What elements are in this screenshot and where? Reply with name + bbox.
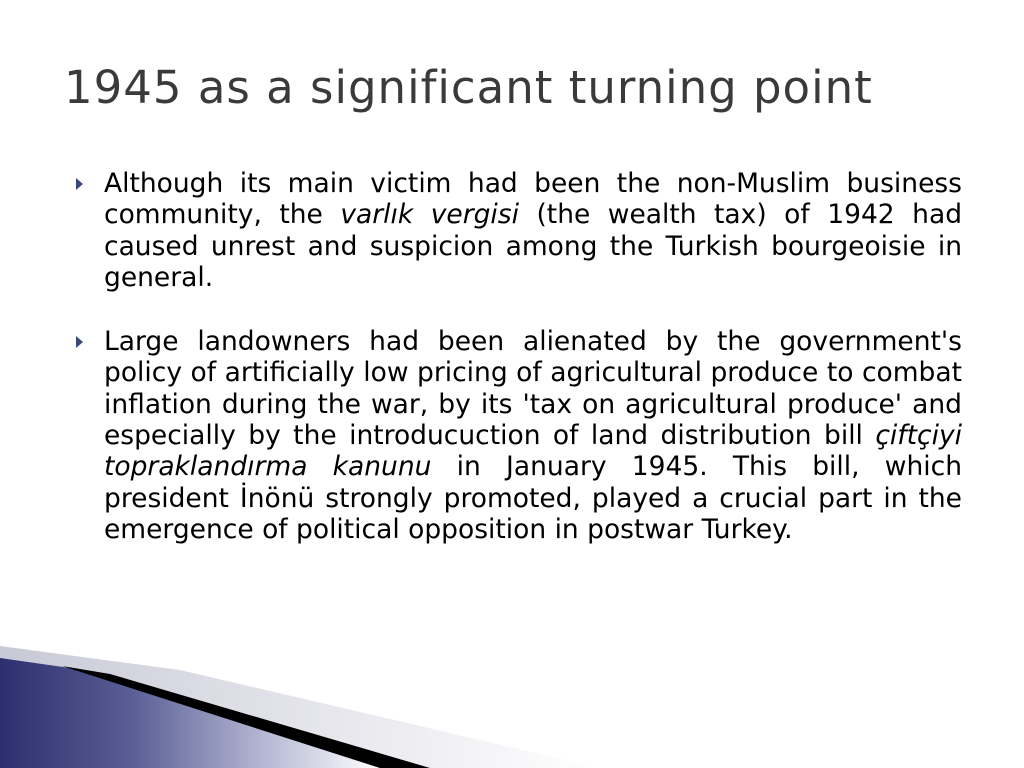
bullet-2-text-a: Large landowners had been alienated by the government's policy of artificially low pricing of agricultural produce to combat inflation during the war, by its 'tax on agricultural produce' and especially by the introducuction of land distribution bill xyxy=(104,326,962,452)
triangle-right-icon xyxy=(76,336,83,348)
corner-decoration xyxy=(0,638,1024,768)
bullet-1-italic-term: varlık vergisi xyxy=(340,199,519,231)
bullet-item-2 xyxy=(76,326,962,545)
decor-grey-band xyxy=(0,646,600,768)
bullet-1-text-b: (the wealth tax) of 1942 had caused unrest and suspicion among the Turkish bourgeoisie in general. xyxy=(104,199,963,293)
decor-navy-band xyxy=(0,658,380,768)
bullet-item-1 xyxy=(76,168,962,293)
bullet-2-text-b: in January 1945. This bill, which president İnönü strongly promoted, played a crucial part in the emergence of political opposition in postwar Turkey. xyxy=(104,451,962,545)
bullet-list xyxy=(76,168,962,578)
triangle-right-icon xyxy=(76,178,83,190)
bullet-2-italic-term: çiftçiyi topraklandırma kanunu xyxy=(104,420,962,483)
bullet-1-text-a: Although its main victim had been the non-Muslim business community, the xyxy=(104,168,962,231)
decor-black-stripe xyxy=(62,666,430,768)
slide-title: 1945 as a significant turning point xyxy=(64,61,873,114)
